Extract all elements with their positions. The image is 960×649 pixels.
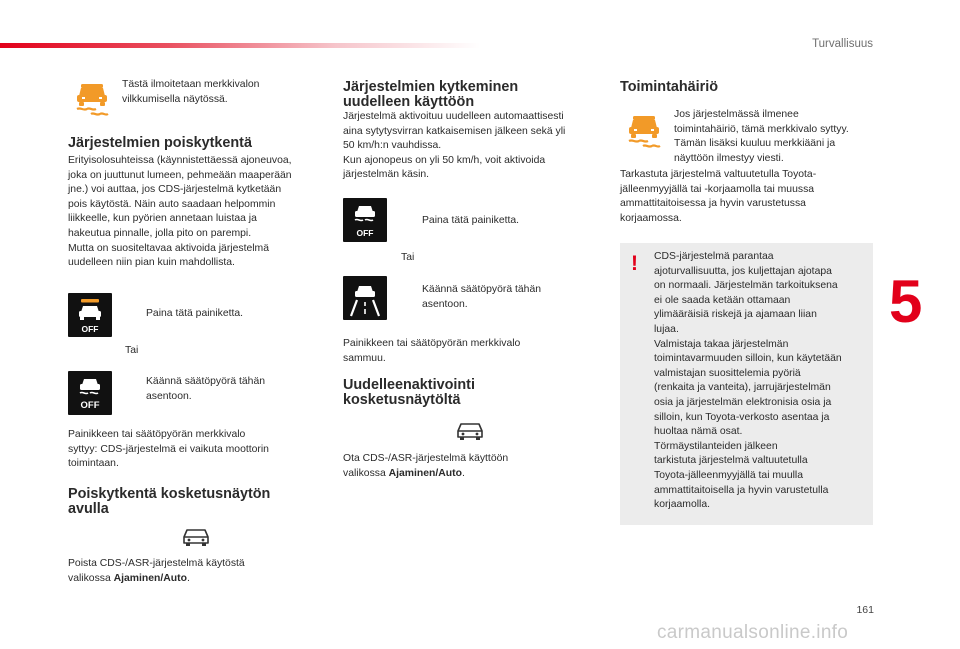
touch-disable-paragraph: Poista CDS-/ASR-järjestelmä käytöstä valikossa Ajaminen/Auto. [68, 558, 245, 584]
disable-paragraph: Erityisolosuhteissa (käynnistettäessä ajoneuvoa, joka on juuttunut lumeen, pehmeään maaperään jne.) voi auttaa, jos CDS-järjestelmä kytketään pois käytöstä. Näin auto saadaan helpommin liikkeelle, kun pyörien annetaan luistaa ja hakeutua pinnalle, jolla pito on parempi. Mutta on suositeltavaa aktivoida järjestelmä uudelleen niin pian kuin mahdollista. [68, 155, 292, 269]
heading-disable-systems: Järjestelmien poiskytkentä [68, 135, 252, 151]
or-label: Tai [125, 345, 139, 356]
heading-touch-reactivate: Uudelleenaktivointi kosketusnäytöltä [343, 377, 475, 408]
or-label: Tai [401, 252, 415, 263]
svg-text:OFF: OFF [81, 324, 99, 334]
car-icon [181, 526, 211, 548]
lane-road-switch-icon [343, 276, 387, 320]
car-icon [455, 420, 485, 442]
touch-reactivate-paragraph: Ota CDS-/ASR-järjestelmä käyttöön valikossa Ajaminen/Auto. [343, 453, 509, 479]
page-number: 161 [856, 604, 874, 616]
traction-control-off-button-icon [68, 371, 112, 415]
menu-path: Ajaminen/Auto [388, 467, 462, 479]
step-turn-dial: Käännä säätöpyörä tähän asentoon. [146, 376, 266, 402]
heading-reactivate: Järjestelmien kytkeminen uudelleen käyttöön [343, 79, 519, 110]
result-paragraph: Painikkeen tai säätöpyörän merkkivalo sammuu. [343, 338, 521, 364]
watermark: carmanualsonline.info [657, 622, 849, 643]
important-note-text: CDS-järjestelmä parantaa ajoturvallisuutta, jos kuljettajan ajotapa on normaali. Järjestelmän tarkoituksena ei ole saada ketään ottamaan ylimääräisiä riskejä ja ajamaan liian lujaa. Valmistaja takaa järjestelmän toimintavarmuuden silloin, kun käytetään valmistajan suosittelemia pyöriä (renkaita ja vanteita), jarrujärjestelmän osia ja järjestelmän elektronisia osia ja silloin, kun Toyota-verkosto asentaa ja huoltaa nämä osat. Törmäystilanteiden jälkeen tarkistuta järjestelmä valtuutetulla Toyota-jälleenmyyjällä tai muulla ammattitaitoisella ja hyvin varustetulla korjaamolla. [654, 251, 842, 511]
traction-control-off-button-icon [343, 198, 387, 242]
heading-malfunction: Toimintahäiriö [620, 79, 719, 95]
reactivate-paragraph: Järjestelmä aktivoituu uudelleen automaattisesti aina sytytysvirran katkaisemisen jälkeen sekä yli 50 km/h:n vauhdissa. Kun ajonopeus on yli 50 km/h, voit aktivoida järjestelmän käsin. [343, 111, 566, 181]
traction-control-off-button-icon [68, 293, 112, 337]
chapter-number: 5 [889, 268, 923, 335]
section-title: Turvallisuus [812, 38, 873, 50]
svg-text:OFF: OFF [356, 228, 374, 238]
traction-control-warning-icon [71, 78, 113, 118]
step-press-button: Paina tätä painiketta. [422, 215, 520, 226]
result-paragraph: Painikkeen tai säätöpyörän merkkivalo syttyy: CDS-järjestelmä ei vaikuta moottorin toimintaan. [68, 429, 269, 470]
header-accent-bar [0, 43, 480, 48]
heading-touch-disable: Poiskytkentä kosketusnäytön avulla [68, 486, 271, 517]
svg-text:OFF: OFF [80, 400, 100, 411]
malfunction-paragraph: Tarkastuta järjestelmä valtuutetulla Toyota- jälleenmyyjällä tai -korjaamolla tai muussa ammattitaitoisessa ja hyvin varustetussa korjaamossa. [620, 169, 817, 224]
menu-path: Ajaminen/Auto [113, 572, 187, 584]
exclamation-icon: ! [631, 252, 638, 275]
step-turn-dial: Käännä säätöpyörä tähän asentoon. [422, 284, 542, 310]
malfunction-icon-text: Jos järjestelmässä ilmenee toimintahäiriö, tämä merkkivalo syttyy. Tämän lisäksi kuuluu merkkiääni ja näyttöön ilmestyy viesti. [674, 109, 849, 164]
traction-control-warning-icon [623, 110, 665, 150]
intro-text: Tästä ilmoitetaan merkkivalon vilkkumisella näytössä. [122, 79, 260, 105]
step-press-button: Paina tätä painiketta. [146, 308, 244, 319]
